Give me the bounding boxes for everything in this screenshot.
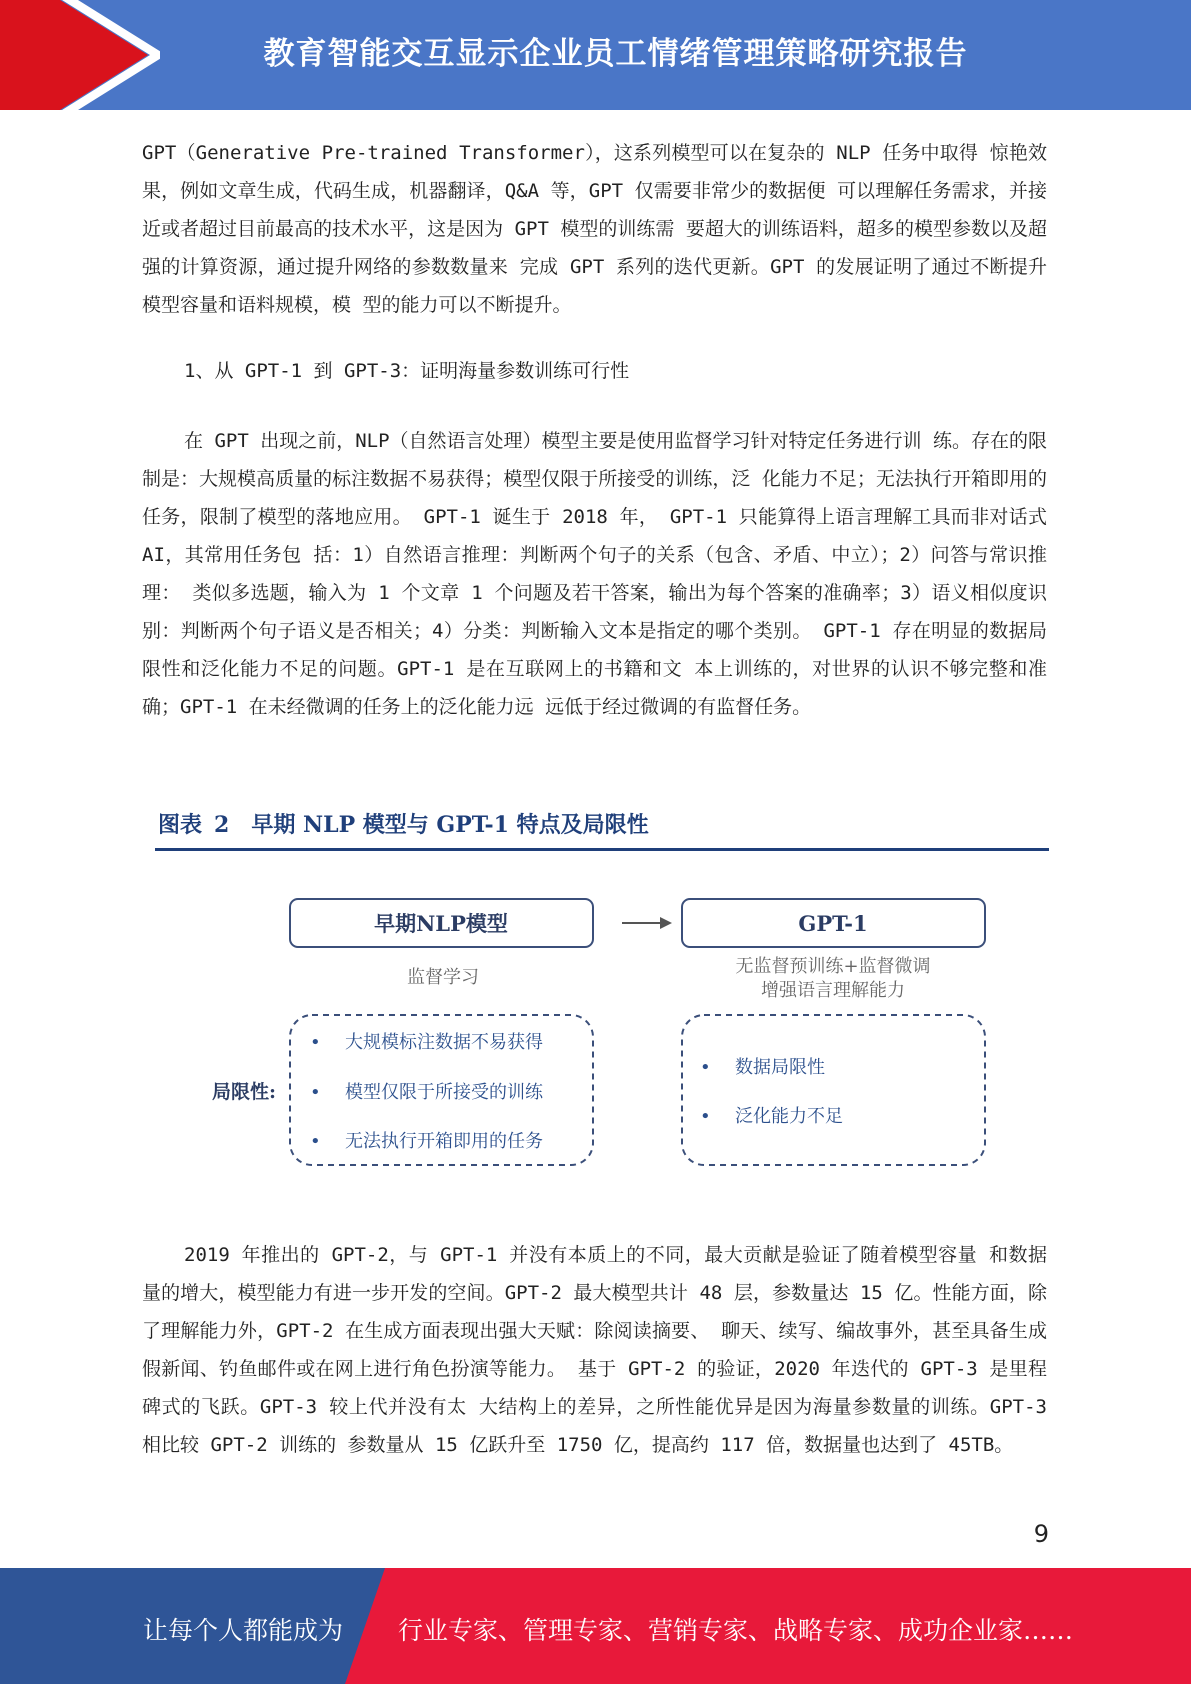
paragraph-gpt1: 在 GPT 出现之前，NLP（自然语言处理）模型主要是使用监督学习针对特定任务进行训 练。存在的限制是：大规模高质量的标注数据不易获得；模型仅限于所接受的训练，泛 化能力不足；无法执行开箱即用的任务，限制了模型的落地应用。 GPT-1 诞生于 2018 年， GPT-1 只能算得上语言理解工具而非对话式 AI，其常用任务包 括：1）自然语言推理：判断两个句子的关系（包含、矛盾、中立）；2）问答与常识推理： 类似多选题，输入为 1 个文章 1 个问题及若干答案，输出为每个答案的准确率；3）语义相似度识别：判断两个句子语义是否相关；4）分类：判断输入文本是指定的哪个类别。 GPT-1 存在明显的数据局限性和泛化能力不足的问题。GPT-1 是在互联网上的书籍和文 本上训练的，对世界的认识不够完整和准确；GPT-1 在未经微调的任务上的泛化能力远 远低于经过微调的有监督任务。 — [142, 430, 1047, 718]
footer-slogan-left: 让每个人都能成为 — [143, 1616, 344, 1645]
figure-label: 图表 — [158, 812, 203, 838]
gpt1-box-label: GPT-1 — [798, 911, 868, 936]
comparison-diagram — [190, 885, 1010, 1175]
gpt1-caption-line1: 无监督预训练+监督微调 — [735, 956, 931, 977]
left-item-2: 模型仅限于所接受的训练 — [345, 1082, 543, 1103]
figure-number: 2 — [214, 812, 230, 838]
gpt1-caption-line2: 增强语言理解能力 — [761, 980, 905, 1001]
figure-rule — [155, 848, 1049, 851]
left-bullet-1: • — [310, 1032, 321, 1053]
arrow-head-icon — [660, 917, 672, 929]
footer-slogan-right: 行业专家、管理专家、营销专家、战略专家、成功企业家…… — [398, 1616, 1074, 1645]
left-bullet-3: • — [310, 1131, 321, 1152]
right-bullet-1: • — [700, 1057, 711, 1078]
left-item-1: 大规模标注数据不易获得 — [345, 1032, 543, 1053]
right-item-2: 泛化能力不足 — [735, 1106, 843, 1127]
paragraph-gpt2-gpt3: 2019 年推出的 GPT-2，与 GPT-1 并没有本质上的不同，最大贡献是验证了随着模型容量 和数据量的增大，模型能力有进一步开发的空间。GPT-2 最大模型共计 48 层，参数量达 15 亿。性能方面，除了理解能力外，GPT-2 在生成方面表现出强大天赋：除阅读摘要、 聊天、续写、编故事外，甚至具备生成假新闻、钓鱼邮件或在网上进行角色扮演等能力。 基于 GPT-2 的验证，2020 年迭代的 GPT-3 是里程碑式的飞跃。GPT-3 较上代并没有太 大结构上的差异，之所性能优异是因为海量参数量的训练。GPT-3 相比较 GPT-2 训练的 参数量从 15 亿跃升至 1750 亿，提高约 117 倍，数据量也达到了 45TB。 — [142, 1244, 1047, 1456]
early-nlp-caption: 监督学习 — [407, 967, 479, 988]
left-bullet-2: • — [310, 1082, 321, 1103]
limitation-label: 局限性: — [212, 1081, 277, 1103]
paragraph-gpt-intro: GPT（Generative Pre-trained Transformer），这系列模型可以在复杂的 NLP 任务中取得 惊艳效果，例如文章生成，代码生成，机器翻译，Q&A 等，GPT 仅需要非常少的数据便 可以理解任务需求，并接近或者超过目前最高的技术水平，这是因为 GPT 模型的训练需 要超大的训练语料，超多的模型参数以及超强的计算资源，通过提升网络的参数数量来 完成 GPT 系列的迭代更新。GPT 的发展证明了通过不断提升模型容量和语料规模，模 型的能力可以不断提升。 — [142, 142, 1047, 316]
right-bullet-2: • — [700, 1106, 711, 1127]
figure-title — [158, 808, 649, 839]
figure-caption: 早期 NLP 模型与 GPT-1 特点及局限性 — [251, 812, 649, 838]
gpt1-limits-box — [682, 1015, 985, 1165]
header-title: 教育智能交互显示企业员工情绪管理策略研究报告 — [263, 36, 968, 72]
page-number: 9 — [1033, 1520, 1049, 1548]
early-nlp-box-label: 早期NLP模型 — [374, 911, 508, 936]
page-header — [0, 0, 1191, 110]
section-heading: 1、从 GPT-1 到 GPT-3：证明海量参数训练可行性 — [184, 360, 630, 382]
right-item-1: 数据局限性 — [735, 1057, 825, 1078]
left-item-3: 无法执行开箱即用的任务 — [345, 1131, 543, 1152]
